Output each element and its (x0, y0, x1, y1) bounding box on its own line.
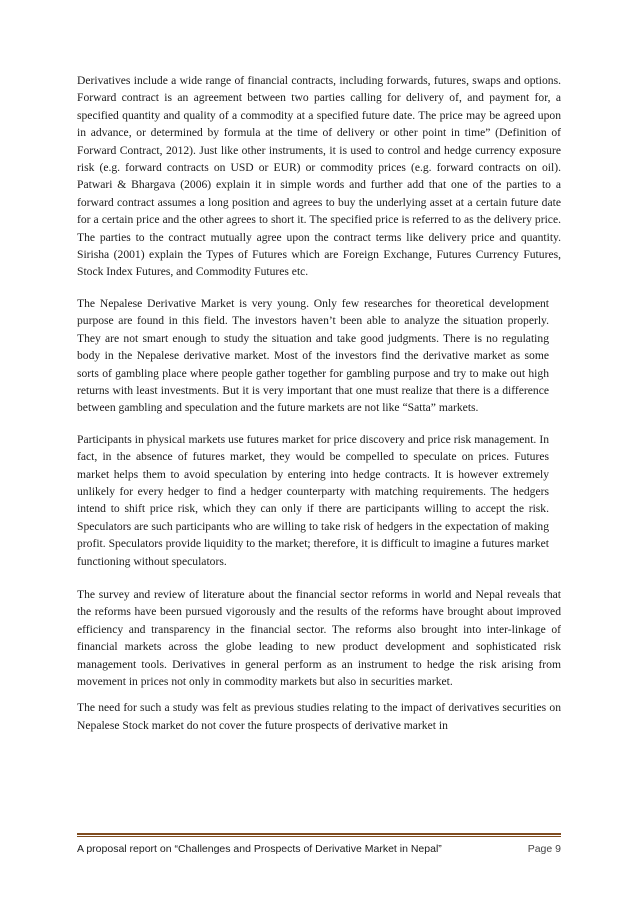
paragraph-study-need: The need for such a study was felt as previous studies relating to the impact of derivatives securities on Nepalese Stock market do not cover the future prospects of derivative market in (77, 701, 561, 732)
footer-row (77, 843, 561, 855)
paragraph-literature-review: The survey and review of literature about the financial sector reforms in world and Nepal reveals that the reforms have been pursued vigorously and the results of the reforms have brought about improved efficiency and transparency in the financial sector. The reforms also brought into inter-linkage of financial markets across the globe leading to new product development and sophisticated risk management tools. Derivatives in general perform as an instrument to hedge the risk arising from movement in prices not only in commodity markets but also in securities market. (77, 587, 561, 688)
footer-rule-thin (77, 836, 561, 837)
paragraph-nepalese-market: The Nepalese Derivative Market is very young. Only few researches for theoretical development purpose are found in this field. The investors haven’t been able to analyze the situation properly. They are not smart enough to study the situation and take good judgments. There is no regulating body in the Nepalese derivative market. Most of the investors find the derivative market as some sorts of gambling place where people gather together for gambling purpose and try to make out high returns with least investments. But it is very important that one must realize that there is a difference between gambling and speculation and the future markets are not like “Satta” markets. (77, 296, 549, 415)
page-number: Page 9 (527, 843, 561, 855)
paragraph-participants: Participants in physical markets use futures market for price discovery and price risk management. In fact, in the absence of futures market, they would be compelled to speculate on prices. Futures market helps them to avoid speculation by entering into hedge contracts. It is however extremely unlikely for every hedger to find a hedger counterparty with matching requirements. The hedgers intend to shift price risk, which they can only if there are participants willing to accept the risk. Speculators are such participants who are willing to take risk of hedgers in the expectation of making profit. Speculators provide liquidity to the market; therefore, it is difficult to imagine a futures market functioning without speculators. (77, 432, 549, 568)
page-footer (77, 833, 561, 855)
footer-rule (77, 833, 561, 835)
footer-title: A proposal report on “Challenges and Prospects of Derivative Market in Nepal” (77, 843, 442, 855)
paragraph-derivatives-overview: Derivatives include a wide range of financial contracts, including forwards, futures, swaps and options. Forward contract is an agreement between two parties calling for delivery of, and payment for, a specified quantity and quality of a commodity at a specified future date. The price may be agreed upon in advance, or determined by formula at the time of delivery or other point in time” (Definition of Forward Contract, 2012). Just like other instruments, it is used to control and hedge currency exposure risk (e.g. forward contracts on USD or EUR) or commodity prices (e.g. forward contracts on oil). Patwari & Bhargava (2006) explain it in simple words and further add that one of the parties to a forward contract assumes a long position and agrees to buy the underlying asset at a certain future date for a certain price and the other agrees to short it. The specified price is referred to as the delivery price. The parties to the contract mutually agree upon the contract terms like delivery price and quantity. Sirisha (2001) explain the Types of Futures which are Foreign Exchange, Futures Currency Futures, Stock Index Futures, and Commodity Futures etc. (77, 74, 561, 279)
document-body (77, 72, 561, 744)
